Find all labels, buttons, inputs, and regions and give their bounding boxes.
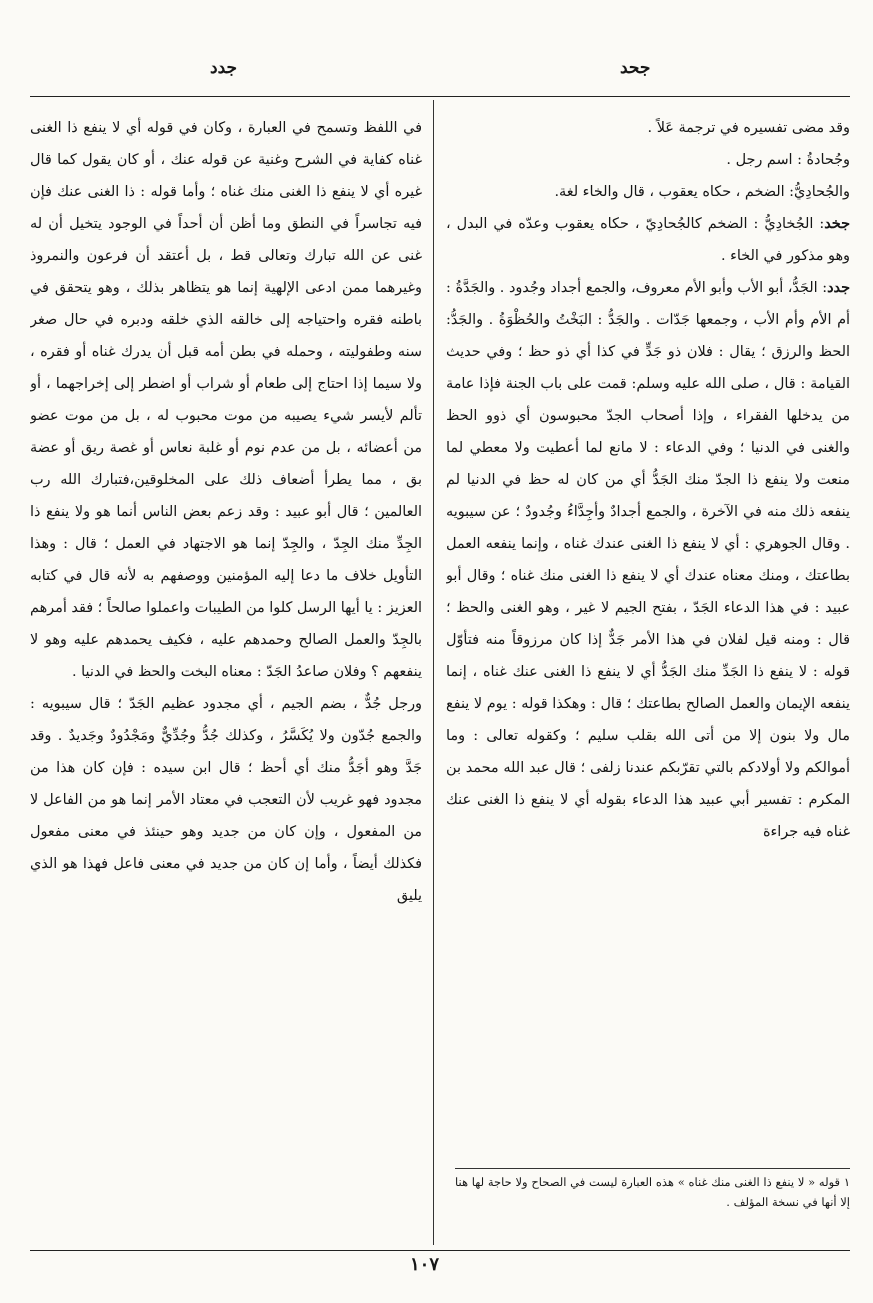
- bottom-rule: [30, 1250, 850, 1251]
- paragraph: في اللفظ وتسمح في العبارة ، وكان في قوله أي لا ينفع ذا الغنى غناه كفاية في الشرح وغنية عن قوله عنك ، أو كان يقول كما قال غيره أي لا ينفع ذا الغنى منك غناه ؛ وأما قوله : ذا الغنى عنك فإن فيه تجاسراً في النطق وما أظن أن أحداً في الوجود يتخيل أن له غنى عن الله تبارك وتعالى قط ، بل أعتقد أن فرعون والنمروذ وغيرهما ممن ادعى الإلهية إنما هو يتظاهر بذلك ، وهو يتحقق في باطنه فقره واحتياجه إلى خالقه الذي خلقه ودبره في حال صغر سنه وطفوليته ، وحمله في بطن أمه قبل أن يدرك غناه أو فقره ، ولا سيما إذا احتاج إلى طعام أو شراب أو اضطر إلى إخراجهما ، أو تألم لأيسر شيء يصيبه من موت محبوب له ، بل من موت عضو من أعضائه ، بل من عدم نوم أو غلبة نعاس أو غصة ريق أو عضة بق ، مما يطرأ أضعاف ذلك على المخلوقين،فتبارك الله رب العالمين ؛ قال أبو عبيد : وقد زعم بعض الناس أنما هو ولا ينفع ذا الجِدِّ منك الجِدّ ، والجِدّ إنما هو الاجتهاد في العمل ؛ قال : وهذا التأويل خلاف ما دعا إليه المؤمنين ووصفهم به لأنه قال في كتابه العزيز : يا أيها الرسل كلوا من الطيبات واعملوا صالحاً ؛ فقد أمرهم بالجِدّ والعمل الصالح وحمدهم عليه ، فكيف يحمدهم عليه وهو لا ينفعهم ؟ وفلان صاعدُ الجَدّ : معناه البخت والحظ في الدنيا .: [30, 120, 422, 680]
- entry-text: : الجَدُّ، أبو الأب وأبو الأم معروف، والجمع أجداد وجُدود . والجَدَّةُ : أم الأم وأم الأب ، وجمعها جَدّات . والجَدُّ : البَخْتُ والحُظْوَةُ . والجَدُّ: الحظ والرزق ؛ يقال : فلان ذو جَدٍّ في كذا أي ذو حظ ؛ وفي حديث القيامة : قال ، صلى الله عليه وسلم: قمت على باب الجنة فإذا عامة من يدخلها الفقراء ، وإذا أصحاب الجدّ محبوسون أي ذوو الحظ والغنى في الدنيا ؛ وفي الدعاء : لا مانع لما أعطيت ولا معطي لما منعت ولا ينفع ذا الجدّ منك الجَدُّ أي من كان له حظ في الدنيا لم ينفعه ذلك منه في الآخرة ، والجمع أجدادٌ وأجِدَّاءُ وجُدودٌ ؛ عن سيبويه . وقال الجوهري : أي لا ينفع ذا الغنى عندك غناه ، وإنما ينفعه العمل بطاعتك ، ومنك معناه عندك أي لا ينفع ذا الغنى منك غناه ؛ وقال أبو عبيد : في هذا الدعاء الجَدّ ، بفتح الجيم لا غير ، وهو الغنى والحظ ؛ قال : ومنه قيل لفلان في هذا الأمر جَدٌّ إذا كان مرزوقاً منه فتأوّل قوله : لا ينفع ذا الجَدِّ منك الجَدُّ أي لا ينفع ذا الغنى عنك غناه ، إنما ينفعه الإيمان والعمل الصالح بطاعتك ؛ قال : وهكذا قوله : يوم لا ينفع مال ولا بنون إلا من أتى الله بقلب سليم ؛ وكقوله تعالى : وما أموالكم ولا أولادكم بالتي تقرّبكم عندنا زلفى ؛ قال عبد الله محمد بن المكرم : تفسير أبي عبيد هذا الدعاء بقوله أي لا ينفع ذا الغنى عنك غناه فيه جراءة: [446, 280, 850, 840]
- page-number: ١٠٧: [410, 1254, 440, 1275]
- running-head-right: جحد: [620, 58, 651, 78]
- top-rule: [30, 96, 850, 97]
- paragraph: والجُحادِيُّ: الضخم ، حكاه يعقوب ، قال والخاء لغة.: [554, 184, 850, 200]
- entry-headword: جخد: [824, 215, 850, 232]
- entry-text: : الجُخادِيُّ : الضخم كالجُحادِيّ ، حكاه يعقوب وعدّه في البدل ، وهو مذكور في الخاء .: [446, 216, 850, 264]
- footnote-rule: [455, 1168, 850, 1169]
- paragraph: ورجل جُدٌّ ، بضم الجيم ، أي مجدود عظيم الجَدّ ؛ قال سيبويه : والجمع جُدّون ولا يُكَسَّرُ ، وكذلك جُدُّ وجُدِّيٌّ ومَجْدُودٌ وجَديدٌ . وقد جَدَّ وهو أجَدُّ منك أي أحظ ؛ قال ابن سيده : فإن كان هذا من مجدود فهو غريب لأن التعجب في معتاد الأمر إنما هو من الفاعل لا من المفعول ، وإن كان من جديد وهو حينئذ في معنى مفعول فكذلك أيضاً ، وأما إن كان من جديد في معنى فاعل فهذا هو الذي يليق: [30, 696, 422, 904]
- dictionary-entry: [446, 208, 850, 272]
- column-divider: [433, 100, 434, 1245]
- entry-headword: جدد: [827, 279, 850, 296]
- dictionary-entry: [446, 272, 850, 848]
- paragraph: وجُحادةُ : اسم رجل .: [726, 152, 850, 168]
- left-column: [30, 112, 422, 1237]
- right-column: [446, 112, 850, 1167]
- running-head-left: جدد: [210, 58, 238, 78]
- footnote: ١ قوله « لا ينفع ذا الغنى منك غناه » هذه العبارة ليست في الصحاح ولا حاجة لها هنا إلا أنها في نسخة المؤلف .: [455, 1175, 850, 1209]
- paragraph: وقد مضى تفسيره في ترجمة عَلاً .: [647, 120, 850, 136]
